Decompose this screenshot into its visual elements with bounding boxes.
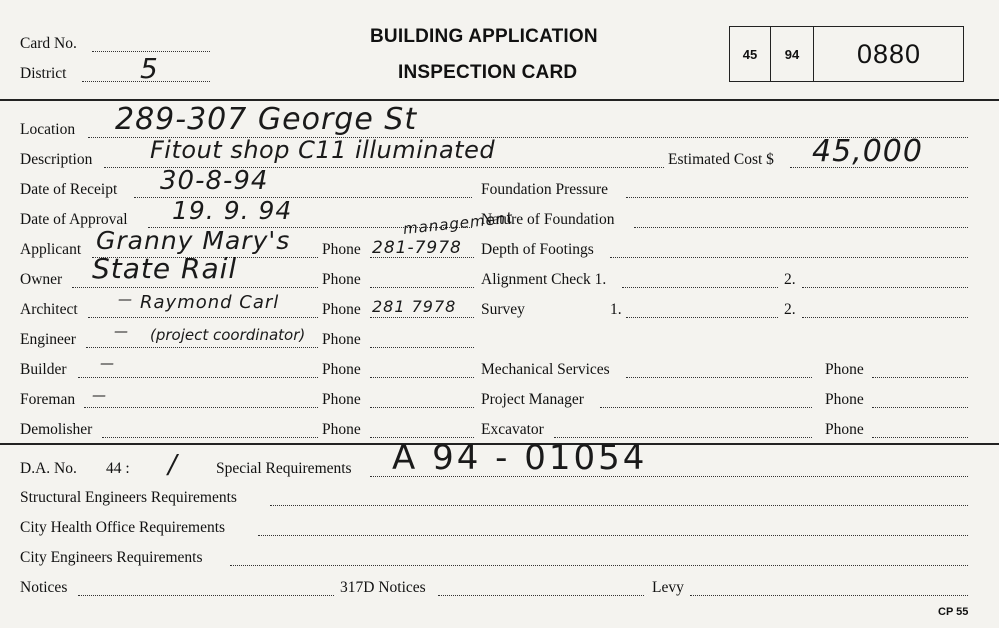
notices-label: Notices — [20, 579, 68, 596]
levy-label: Levy — [652, 579, 684, 596]
form-code: CP 55 — [938, 606, 969, 618]
demolisher-line — [102, 437, 318, 438]
mechanical-services-label: Mechanical Services — [481, 361, 610, 378]
architect-phone-value: 281 7978 — [372, 297, 457, 316]
notices-317d-label: 317D Notices — [340, 579, 426, 596]
estimated-cost-label: Estimated Cost $ — [668, 151, 774, 168]
location-label: Location — [20, 121, 76, 138]
alignment-check-1-line — [622, 287, 778, 288]
applicant-label: Applicant — [20, 241, 82, 258]
engineer-note: (project coordinator) — [150, 326, 306, 344]
architect-line — [88, 317, 318, 318]
city-health-label: City Health Office Requirements — [20, 519, 226, 536]
architect-phone-line — [370, 317, 474, 318]
applicant-phone-value: 281-7978 — [372, 238, 462, 258]
structural-engineers-line — [270, 505, 968, 506]
da-no-prefix: 44 : — [106, 460, 130, 477]
project-manager-phone-label: Phone — [825, 391, 864, 408]
architect-phone-label: Phone — [322, 301, 361, 318]
box-num2: 94 — [771, 27, 814, 81]
engineer-phone-label: Phone — [322, 331, 361, 348]
city-engineers-label: City Engineers Requirements — [20, 549, 203, 566]
owner-phone-label: Phone — [322, 271, 361, 288]
excavator-label: Excavator — [481, 421, 544, 438]
notices-317d-line — [438, 595, 644, 596]
nature-of-foundation-label: Nature of Foundation — [481, 211, 615, 228]
survey-2-line — [802, 317, 968, 318]
project-manager-phone-line — [872, 407, 968, 408]
nature-of-foundation-line — [634, 227, 968, 228]
city-health-line — [258, 535, 968, 536]
date-of-approval-value: 19. 9. 94 — [172, 196, 293, 225]
architect-value: Raymond Carl — [140, 292, 280, 313]
foundation-pressure-label: Foundation Pressure — [481, 181, 609, 198]
survey-1-line — [626, 317, 778, 318]
date-of-receipt-label: Date of Receipt — [20, 181, 118, 198]
header-divider — [0, 99, 999, 101]
district-value: 5 — [140, 52, 159, 85]
builder-label: Builder — [20, 361, 67, 378]
date-of-receipt-value: 30-8-94 — [160, 166, 269, 196]
builder-phone-label: Phone — [322, 361, 361, 378]
engineer-dash: — — [114, 324, 129, 340]
district-label: District — [20, 65, 67, 82]
estimated-cost-value: 45,000 — [812, 134, 923, 169]
foundation-pressure-line — [626, 197, 968, 198]
foreman-label: Foreman — [20, 391, 76, 408]
foreman-phone-label: Phone — [322, 391, 361, 408]
date-of-approval-label: Date of Approval — [20, 211, 128, 228]
foreman-phone-line — [370, 407, 474, 408]
survey-2-label: 2. — [784, 301, 796, 318]
notices-line — [78, 595, 334, 596]
engineer-phone-line — [370, 347, 474, 348]
foreman-line — [84, 407, 318, 408]
levy-line — [690, 595, 968, 596]
box-card-number: 0880 — [856, 38, 922, 69]
title-line2: INSPECTION CARD — [398, 62, 578, 83]
mechanical-services-line — [626, 377, 812, 378]
da-no-label: D.A. No. — [20, 460, 77, 477]
demolisher-phone-label: Phone — [322, 421, 361, 438]
excavator-phone-line — [872, 437, 968, 438]
card-number-box — [729, 26, 964, 82]
depth-of-footings-line — [610, 257, 968, 258]
mechanical-services-phone-label: Phone — [825, 361, 864, 378]
alignment-check-label: Alignment Check 1. — [481, 271, 607, 288]
builder-phone-line — [370, 377, 474, 378]
da-no-value: / — [168, 450, 178, 480]
description-label: Description — [20, 151, 93, 168]
card-no-label: Card No. — [20, 35, 77, 52]
alignment-check-2-line — [802, 287, 968, 288]
applicant-note: management — [402, 208, 514, 238]
description-value: Fitout shop C11 illuminated — [150, 136, 496, 164]
owner-line — [72, 287, 318, 288]
location-value: 289-307 George St — [115, 102, 418, 137]
engineer-label: Engineer — [20, 331, 76, 348]
foreman-dash: — — [92, 388, 107, 404]
survey-1-label: 1. — [610, 301, 622, 318]
special-requirements-label: Special Requirements — [216, 460, 352, 477]
depth-of-footings-label: Depth of Footings — [481, 241, 594, 258]
architect-dash: — — [118, 292, 133, 308]
box-num1: 45 — [730, 27, 771, 81]
project-manager-line — [600, 407, 812, 408]
builder-line — [78, 377, 318, 378]
owner-value: State Rail — [92, 252, 238, 285]
mechanical-services-phone-line — [872, 377, 968, 378]
owner-phone-line — [370, 287, 474, 288]
structural-engineers-label: Structural Engineers Requirements — [20, 489, 237, 506]
special-requirements-value: A 94 - 01054 — [392, 438, 648, 478]
alignment-check-2-label: 2. — [784, 271, 796, 288]
demolisher-label: Demolisher — [20, 421, 93, 438]
applicant-value: Granny Mary's — [96, 226, 291, 255]
owner-label: Owner — [20, 271, 63, 288]
project-manager-label: Project Manager — [481, 391, 584, 408]
title-line1: BUILDING APPLICATION — [370, 26, 598, 47]
engineer-line — [86, 347, 318, 348]
survey-label: Survey — [481, 301, 525, 318]
builder-dash: — — [100, 356, 115, 372]
applicant-phone-label: Phone — [322, 241, 361, 258]
architect-label: Architect — [20, 301, 78, 318]
excavator-phone-label: Phone — [825, 421, 864, 438]
city-engineers-line — [230, 565, 968, 566]
